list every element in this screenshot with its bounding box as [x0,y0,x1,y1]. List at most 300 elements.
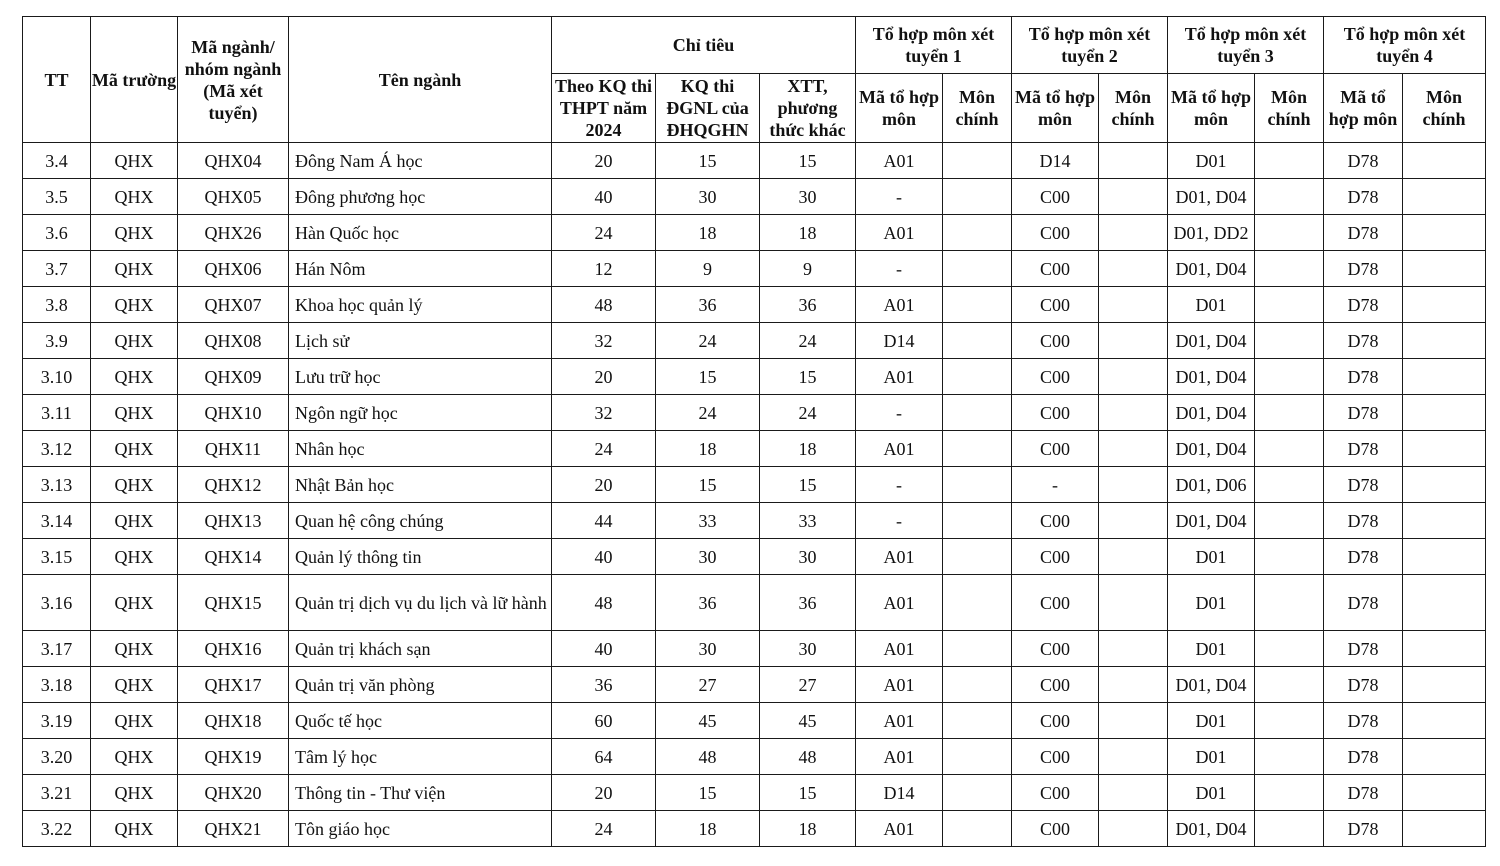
row-combo-1: A01 [856,143,943,179]
row-major-code: QHX05 [178,179,289,215]
row-major-code: QHX20 [178,775,289,811]
row-tt: 3.8 [23,287,91,323]
table-row [23,359,1486,395]
row-school-code: QHX [91,575,178,631]
row-main-subject-3 [1255,323,1324,359]
row-combo-3: D01 [1168,631,1255,667]
row-combo-4: D78 [1324,739,1403,775]
row-quota-dgnl: 18 [656,811,760,847]
row-main-subject-3 [1255,703,1324,739]
row-combo-3: D01 [1168,539,1255,575]
row-main-subject-1 [943,811,1012,847]
row-main-subject-4 [1403,575,1486,631]
row-main-subject-4 [1403,179,1486,215]
row-main-subject-2 [1099,739,1168,775]
row-main-subject-2 [1099,575,1168,631]
header-chi-tieu-dgnl: KQ thi ĐGNL của ĐHQGHN [656,74,760,143]
row-major-name: Quản trị khách sạn [289,631,552,667]
row-major-code: QHX19 [178,739,289,775]
row-major-name: Quản lý thông tin [289,539,552,575]
row-combo-4: D78 [1324,703,1403,739]
row-tt: 3.18 [23,667,91,703]
header-to-hop-2: Tổ hợp môn xét tuyển 2 [1012,17,1168,74]
row-combo-2: C00 [1012,667,1099,703]
row-combo-1: D14 [856,323,943,359]
row-main-subject-3 [1255,395,1324,431]
row-tt: 3.16 [23,575,91,631]
row-quota-dgnl: 15 [656,467,760,503]
row-tt: 3.5 [23,179,91,215]
row-major-name: Đông phương học [289,179,552,215]
row-quota-dgnl: 30 [656,179,760,215]
row-main-subject-1 [943,251,1012,287]
row-major-code: QHX18 [178,703,289,739]
row-main-subject-1 [943,503,1012,539]
row-school-code: QHX [91,395,178,431]
row-major-code: QHX14 [178,539,289,575]
row-tt: 3.19 [23,703,91,739]
row-quota-xtt: 24 [760,395,856,431]
row-main-subject-2 [1099,631,1168,667]
row-combo-4: D78 [1324,631,1403,667]
row-combo-4: D78 [1324,215,1403,251]
row-quota-dgnl: 15 [656,775,760,811]
header-ten-nganh: Tên ngành [289,17,552,143]
row-quota-dgnl: 15 [656,143,760,179]
row-combo-2: C00 [1012,431,1099,467]
row-tt: 3.22 [23,811,91,847]
row-combo-2: C00 [1012,739,1099,775]
table-row [23,323,1486,359]
row-quota-thpt: 24 [552,811,656,847]
row-school-code: QHX [91,359,178,395]
row-combo-2: C00 [1012,179,1099,215]
row-combo-4: D78 [1324,359,1403,395]
row-tt: 3.11 [23,395,91,431]
row-quota-thpt: 32 [552,323,656,359]
table-row [23,431,1486,467]
row-quota-xtt: 45 [760,703,856,739]
row-major-code: QHX17 [178,667,289,703]
row-school-code: QHX [91,631,178,667]
row-main-subject-4 [1403,323,1486,359]
row-major-name: Lịch sử [289,323,552,359]
table-row [23,631,1486,667]
header-mon-chinh-2: Môn chính [1099,74,1168,143]
row-combo-4: D78 [1324,431,1403,467]
row-main-subject-1 [943,431,1012,467]
row-major-code: QHX11 [178,431,289,467]
row-tt: 3.21 [23,775,91,811]
row-main-subject-3 [1255,667,1324,703]
row-main-subject-4 [1403,539,1486,575]
row-combo-1: A01 [856,539,943,575]
row-quota-thpt: 44 [552,503,656,539]
row-main-subject-2 [1099,323,1168,359]
header-ma-to-hop-2: Mã tổ hợp môn [1012,74,1099,143]
row-combo-1: - [856,395,943,431]
table-row [23,739,1486,775]
table-row [23,251,1486,287]
row-quota-xtt: 27 [760,667,856,703]
row-tt: 3.4 [23,143,91,179]
row-quota-xtt: 15 [760,775,856,811]
row-main-subject-1 [943,739,1012,775]
row-main-subject-4 [1403,395,1486,431]
row-main-subject-3 [1255,215,1324,251]
row-combo-4: D78 [1324,287,1403,323]
row-main-subject-2 [1099,215,1168,251]
row-combo-1: D14 [856,775,943,811]
row-quota-thpt: 64 [552,739,656,775]
row-main-subject-2 [1099,667,1168,703]
row-combo-4: D78 [1324,503,1403,539]
row-main-subject-1 [943,539,1012,575]
row-combo-1: - [856,503,943,539]
row-main-subject-4 [1403,667,1486,703]
row-main-subject-2 [1099,179,1168,215]
row-major-code: QHX15 [178,575,289,631]
row-quota-thpt: 40 [552,539,656,575]
row-combo-1: A01 [856,287,943,323]
row-combo-4: D78 [1324,539,1403,575]
row-quota-thpt: 60 [552,703,656,739]
row-main-subject-3 [1255,143,1324,179]
row-tt: 3.15 [23,539,91,575]
row-school-code: QHX [91,179,178,215]
table-row [23,703,1486,739]
row-quota-xtt: 18 [760,811,856,847]
row-combo-3: D01, D04 [1168,503,1255,539]
header-ma-to-hop-4: Mã tổ hợp môn [1324,74,1403,143]
table-row [23,667,1486,703]
row-combo-1: A01 [856,811,943,847]
row-main-subject-1 [943,467,1012,503]
row-quota-dgnl: 30 [656,631,760,667]
row-main-subject-4 [1403,359,1486,395]
admission-quota-table [22,16,1486,847]
header-ma-truong: Mã trường [91,17,178,143]
row-school-code: QHX [91,811,178,847]
row-quota-thpt: 48 [552,287,656,323]
row-combo-4: D78 [1324,575,1403,631]
table-row [23,575,1486,631]
row-quota-dgnl: 24 [656,323,760,359]
row-main-subject-4 [1403,431,1486,467]
row-tt: 3.6 [23,215,91,251]
row-major-name: Đông Nam Á học [289,143,552,179]
header-ma-to-hop-1: Mã tổ hợp môn [856,74,943,143]
row-main-subject-3 [1255,359,1324,395]
row-main-subject-3 [1255,775,1324,811]
row-major-name: Khoa học quản lý [289,287,552,323]
row-main-subject-3 [1255,179,1324,215]
row-tt: 3.12 [23,431,91,467]
table-row [23,775,1486,811]
row-major-code: QHX13 [178,503,289,539]
row-major-code: QHX06 [178,251,289,287]
row-tt: 3.10 [23,359,91,395]
row-school-code: QHX [91,739,178,775]
row-major-name: Quản trị dịch vụ du lịch và lữ hành [289,575,552,631]
header-ma-nganh: Mã ngành/ nhóm ngành (Mã xét tuyển) [178,17,289,143]
row-major-name: Tâm lý học [289,739,552,775]
row-major-name: Thông tin - Thư viện [289,775,552,811]
row-major-name: Hàn Quốc học [289,215,552,251]
row-combo-4: D78 [1324,667,1403,703]
row-major-name: Hán Nôm [289,251,552,287]
row-combo-1: A01 [856,575,943,631]
row-main-subject-4 [1403,467,1486,503]
row-combo-4: D78 [1324,251,1403,287]
row-main-subject-1 [943,215,1012,251]
row-main-subject-2 [1099,359,1168,395]
row-school-code: QHX [91,775,178,811]
row-combo-4: D78 [1324,775,1403,811]
row-school-code: QHX [91,323,178,359]
row-school-code: QHX [91,503,178,539]
row-main-subject-1 [943,287,1012,323]
row-quota-dgnl: 36 [656,287,760,323]
row-quota-thpt: 24 [552,431,656,467]
row-school-code: QHX [91,431,178,467]
row-combo-2: C00 [1012,395,1099,431]
header-chi-tieu-thpt: Theo KQ thi THPT năm 2024 [552,74,656,143]
row-main-subject-4 [1403,251,1486,287]
table-row [23,467,1486,503]
header-ma-to-hop-3: Mã tổ hợp môn [1168,74,1255,143]
row-main-subject-4 [1403,775,1486,811]
row-main-subject-1 [943,667,1012,703]
row-combo-2: C00 [1012,215,1099,251]
row-quota-dgnl: 18 [656,215,760,251]
row-combo-3: D01, D04 [1168,667,1255,703]
row-major-code: QHX16 [178,631,289,667]
row-major-code: QHX09 [178,359,289,395]
row-combo-1: - [856,179,943,215]
row-combo-3: D01, DD2 [1168,215,1255,251]
row-main-subject-1 [943,179,1012,215]
row-major-name: Nhật Bản học [289,467,552,503]
header-mon-chinh-4: Môn chính [1403,74,1486,143]
row-major-name: Quản trị văn phòng [289,667,552,703]
row-combo-2: C00 [1012,631,1099,667]
row-quota-thpt: 20 [552,775,656,811]
row-quota-thpt: 48 [552,575,656,631]
row-quota-dgnl: 18 [656,431,760,467]
table-row [23,503,1486,539]
row-combo-2: C00 [1012,775,1099,811]
row-combo-3: D01 [1168,739,1255,775]
row-quota-thpt: 20 [552,359,656,395]
row-combo-3: D01, D06 [1168,467,1255,503]
row-quota-xtt: 15 [760,143,856,179]
row-main-subject-3 [1255,811,1324,847]
row-major-name: Quốc tế học [289,703,552,739]
table-body [23,143,1486,847]
row-major-code: QHX08 [178,323,289,359]
row-main-subject-4 [1403,215,1486,251]
row-main-subject-1 [943,395,1012,431]
row-combo-2: C00 [1012,503,1099,539]
row-main-subject-2 [1099,395,1168,431]
row-quota-thpt: 32 [552,395,656,431]
row-main-subject-4 [1403,143,1486,179]
row-major-name: Nhân học [289,431,552,467]
row-combo-1: A01 [856,359,943,395]
header-row-1 [23,17,1486,74]
row-main-subject-3 [1255,431,1324,467]
row-combo-1: A01 [856,215,943,251]
row-quota-xtt: 15 [760,467,856,503]
row-combo-3: D01 [1168,287,1255,323]
row-combo-2: D14 [1012,143,1099,179]
row-combo-2: C00 [1012,539,1099,575]
row-school-code: QHX [91,467,178,503]
row-main-subject-2 [1099,143,1168,179]
row-combo-4: D78 [1324,323,1403,359]
row-main-subject-1 [943,631,1012,667]
row-combo-2: C00 [1012,703,1099,739]
row-school-code: QHX [91,539,178,575]
header-mon-chinh-3: Môn chính [1255,74,1324,143]
row-combo-3: D01, D04 [1168,811,1255,847]
row-quota-xtt: 24 [760,323,856,359]
row-quota-xtt: 30 [760,631,856,667]
row-combo-4: D78 [1324,179,1403,215]
header-chi-tieu-xtt: XTT, phương thức khác [760,74,856,143]
row-main-subject-4 [1403,287,1486,323]
header-chi-tieu: Chỉ tiêu [552,17,856,74]
row-quota-dgnl: 48 [656,739,760,775]
row-combo-4: D78 [1324,811,1403,847]
row-quota-xtt: 30 [760,539,856,575]
row-quota-dgnl: 15 [656,359,760,395]
header-to-hop-3: Tổ hợp môn xét tuyển 3 [1168,17,1324,74]
row-quota-thpt: 36 [552,667,656,703]
row-main-subject-3 [1255,739,1324,775]
row-combo-2: C00 [1012,575,1099,631]
row-main-subject-2 [1099,251,1168,287]
row-quota-dgnl: 33 [656,503,760,539]
row-main-subject-4 [1403,631,1486,667]
header-to-hop-4: Tổ hợp môn xét tuyển 4 [1324,17,1486,74]
row-main-subject-2 [1099,811,1168,847]
header-to-hop-1: Tổ hợp môn xét tuyển 1 [856,17,1012,74]
row-combo-4: D78 [1324,143,1403,179]
row-quota-xtt: 18 [760,431,856,467]
row-combo-1: A01 [856,431,943,467]
row-main-subject-2 [1099,503,1168,539]
row-combo-4: D78 [1324,467,1403,503]
row-combo-3: D01, D04 [1168,179,1255,215]
row-quota-xtt: 18 [760,215,856,251]
row-major-name: Tôn giáo học [289,811,552,847]
row-major-code: QHX12 [178,467,289,503]
row-combo-3: D01 [1168,775,1255,811]
row-combo-3: D01, D04 [1168,359,1255,395]
row-combo-2: C00 [1012,359,1099,395]
row-combo-2: C00 [1012,323,1099,359]
row-main-subject-3 [1255,575,1324,631]
row-quota-xtt: 30 [760,179,856,215]
row-quota-thpt: 12 [552,251,656,287]
row-main-subject-1 [943,575,1012,631]
row-combo-3: D01 [1168,143,1255,179]
table-header [23,17,1486,143]
row-major-name: Ngôn ngữ học [289,395,552,431]
row-main-subject-2 [1099,539,1168,575]
row-school-code: QHX [91,251,178,287]
row-quota-xtt: 33 [760,503,856,539]
row-combo-3: D01, D04 [1168,251,1255,287]
row-quota-dgnl: 9 [656,251,760,287]
row-main-subject-4 [1403,739,1486,775]
row-combo-1: A01 [856,739,943,775]
row-quota-xtt: 36 [760,575,856,631]
row-main-subject-1 [943,143,1012,179]
row-combo-1: A01 [856,631,943,667]
row-combo-2: C00 [1012,287,1099,323]
row-major-code: QHX10 [178,395,289,431]
row-quota-xtt: 48 [760,739,856,775]
row-major-code: QHX04 [178,143,289,179]
row-quota-thpt: 40 [552,179,656,215]
table-row [23,143,1486,179]
row-tt: 3.17 [23,631,91,667]
row-quota-dgnl: 27 [656,667,760,703]
row-combo-3: D01, D04 [1168,395,1255,431]
row-tt: 3.14 [23,503,91,539]
admission-table-wrapper [22,16,1486,847]
row-quota-xtt: 36 [760,287,856,323]
row-school-code: QHX [91,287,178,323]
row-combo-2: - [1012,467,1099,503]
row-quota-dgnl: 24 [656,395,760,431]
row-quota-thpt: 40 [552,631,656,667]
row-combo-4: D78 [1324,395,1403,431]
row-combo-1: - [856,251,943,287]
row-quota-dgnl: 36 [656,575,760,631]
row-main-subject-1 [943,323,1012,359]
row-major-code: QHX26 [178,215,289,251]
table-row [23,287,1486,323]
row-quota-xtt: 15 [760,359,856,395]
row-main-subject-1 [943,703,1012,739]
row-tt: 3.13 [23,467,91,503]
row-tt: 3.9 [23,323,91,359]
row-combo-2: C00 [1012,251,1099,287]
table-row [23,539,1486,575]
row-main-subject-4 [1403,703,1486,739]
row-main-subject-3 [1255,287,1324,323]
table-row [23,395,1486,431]
row-main-subject-3 [1255,503,1324,539]
row-quota-thpt: 20 [552,467,656,503]
row-main-subject-1 [943,359,1012,395]
row-main-subject-2 [1099,287,1168,323]
row-main-subject-3 [1255,539,1324,575]
row-combo-3: D01 [1168,703,1255,739]
table-row [23,179,1486,215]
row-main-subject-4 [1403,811,1486,847]
table-row [23,811,1486,847]
row-combo-1: A01 [856,667,943,703]
row-combo-1: - [856,467,943,503]
row-main-subject-3 [1255,631,1324,667]
row-combo-1: A01 [856,703,943,739]
row-combo-2: C00 [1012,811,1099,847]
